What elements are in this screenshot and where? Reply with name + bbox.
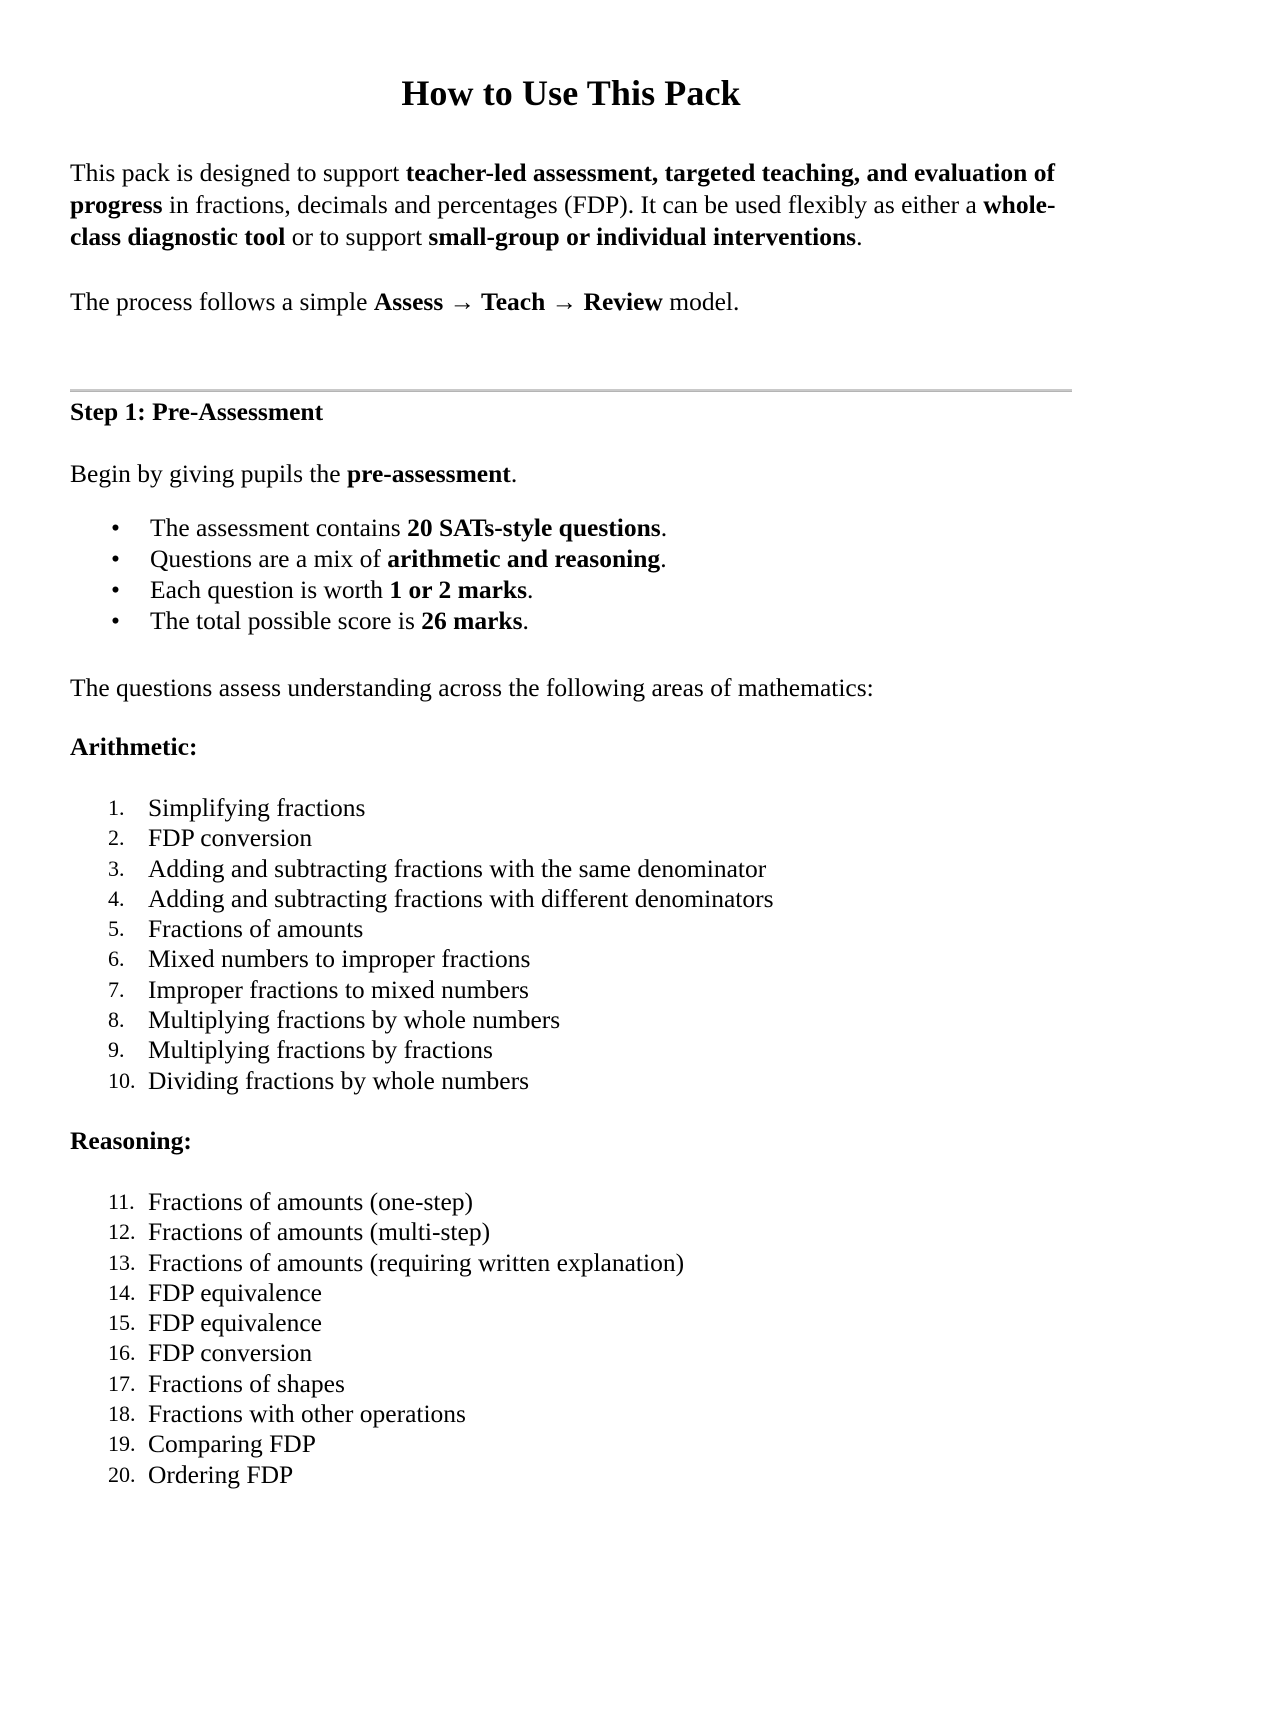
intro-paragraph (70, 157, 1072, 253)
list-item-label: Multiplying fractions by whole numbers (148, 1005, 561, 1035)
list-item-label: Simplifying fractions (148, 793, 366, 822)
list-item-number: 18. (108, 1401, 136, 1427)
bullet-icon: • (111, 544, 120, 573)
bullet-icon: • (111, 513, 120, 542)
begin-suffix: . (510, 459, 518, 488)
list-item (70, 543, 1072, 574)
bullet-suffix: . (660, 513, 668, 542)
bullet-icon: • (111, 575, 120, 604)
bullet-suffix: . (527, 575, 534, 604)
list-item-label: Improper fractions to mixed numbers (148, 974, 529, 1004)
list-item-label: Multiplying fractions by fractions (148, 1035, 493, 1065)
bullet-prefix: Questions are a mix of (150, 544, 388, 573)
list-item-number: 1. (108, 795, 125, 820)
list-item-number: 4. (108, 885, 125, 911)
list-item (70, 944, 1072, 974)
bullet-prefix: The total possible score is (150, 606, 422, 635)
list-item (70, 1338, 1072, 1368)
list-item (70, 914, 1072, 944)
list-item-label: Adding and subtracting fractions with different denominators (148, 883, 774, 913)
list-item (70, 975, 1072, 1005)
list-item-number: 7. (108, 976, 125, 1002)
list-item (70, 1187, 1072, 1217)
list-item-label: Comparing FDP (148, 1429, 316, 1459)
bullet-bold: 1 or 2 marks (389, 575, 528, 604)
bullet-prefix: Each question is worth (150, 575, 390, 604)
bullet-bold: 20 SATs-style questions (407, 513, 661, 542)
list-item-label: Fractions with other operations (148, 1399, 466, 1429)
list-item-label: Ordering FDP (148, 1459, 294, 1489)
list-item-label: FDP conversion (148, 823, 313, 853)
list-item-label: Mixed numbers to improper fractions (148, 944, 531, 974)
list-item (70, 605, 1072, 636)
list-item (70, 1248, 1072, 1278)
list-item (70, 1369, 1072, 1399)
list-item-label: FDP equivalence (148, 1277, 322, 1307)
step1-heading: Step 1: Pre-Assessment (70, 397, 324, 426)
bullet-bold: arithmetic and reasoning (387, 544, 661, 573)
intro-bold-3: small-group or individual interventions (428, 221, 857, 251)
list-item (70, 512, 1072, 543)
model-paragraph (70, 286, 1072, 318)
model-arrow-2: → (551, 286, 578, 316)
list-item-label: FDP equivalence (148, 1308, 322, 1338)
intro-bold-2: whole-class diagnostic tool (70, 190, 1056, 251)
model-step-assess: Assess (373, 286, 444, 316)
list-item (70, 1035, 1072, 1065)
list-item-number: 3. (108, 855, 125, 881)
list-item-number: 9. (108, 1037, 125, 1063)
bullet-bold: 26 marks (421, 606, 523, 635)
list-item-number: 15. (108, 1310, 136, 1336)
list-item-label: Dividing fractions by whole numbers (148, 1065, 530, 1095)
model-arrow-1: → (449, 286, 476, 316)
list-item-number: 12. (108, 1219, 136, 1245)
list-item-number: 16. (108, 1340, 136, 1366)
list-item-label: Fractions of amounts (one-step) (148, 1187, 474, 1216)
list-item (70, 1308, 1072, 1338)
list-item-label: Fractions of amounts (multi-step) (148, 1217, 491, 1247)
begin-prefix: Begin by giving pupils the (70, 459, 347, 488)
list-item (70, 884, 1072, 914)
bullet-suffix: . (660, 544, 667, 573)
assessment-bullet-list (70, 512, 1072, 636)
list-item-number: 17. (108, 1370, 136, 1396)
list-item-label: Adding and subtracting fractions with the same denominator (148, 853, 767, 883)
assessment-areas-line: The questions assess understanding across the following areas of mathematics: (70, 673, 874, 702)
list-item-number: 2. (108, 825, 125, 851)
model-suffix: model. (662, 286, 740, 316)
list-item (70, 1217, 1072, 1247)
list-item (70, 793, 1072, 823)
list-item (70, 823, 1072, 853)
intro-text-2: in fractions, decimals and percentages (FDP). It can be used flexibly as either a (162, 190, 984, 220)
list-item (70, 1460, 1072, 1490)
list-item (70, 574, 1072, 605)
begin-bold: pre-assessment (346, 459, 511, 488)
section-divider (70, 389, 1072, 392)
bullet-prefix: The assessment contains (150, 513, 408, 542)
list-item-label: FDP conversion (148, 1338, 313, 1368)
list-item-label: Fractions of amounts (requiring written explanation) (148, 1247, 685, 1277)
reasoning-heading: Reasoning: (70, 1126, 192, 1155)
arithmetic-heading: Arithmetic: (70, 732, 198, 761)
list-item-number: 19. (108, 1431, 136, 1457)
intro-bold-1: teacher-led assessment, targeted teaching, and evaluation of progress (70, 158, 1055, 220)
list-item-number: 11. (108, 1189, 135, 1214)
model-step-teach: Teach (481, 286, 546, 316)
list-item (70, 1066, 1072, 1096)
begin-line (70, 458, 517, 490)
model-prefix: The process follows a simple (70, 286, 374, 316)
list-item-number: 20. (108, 1461, 136, 1487)
list-item (70, 1429, 1072, 1459)
list-item-number: 6. (108, 946, 125, 972)
list-item (70, 1278, 1072, 1308)
intro-text-4: . (856, 221, 863, 251)
list-item-number: 10. (108, 1067, 136, 1093)
list-item (70, 854, 1072, 884)
document-body (70, 0, 1072, 318)
list-item (70, 1399, 1072, 1429)
list-item (70, 1005, 1072, 1035)
page-title: How to Use This Pack (401, 73, 741, 113)
list-item-number: 8. (108, 1007, 125, 1033)
list-item-label: Fractions of amounts (148, 914, 364, 944)
list-item-label: Fractions of shapes (148, 1368, 345, 1398)
model-step-review: Review (583, 286, 663, 316)
list-item-number: 14. (108, 1279, 136, 1305)
reasoning-list (70, 1187, 1072, 1490)
arithmetic-list (70, 793, 1072, 1096)
list-item-number: 13. (108, 1249, 136, 1275)
intro-text-3: or to support (285, 221, 429, 251)
bullet-icon: • (111, 606, 120, 635)
bullet-suffix: . (522, 606, 529, 635)
list-item-number: 5. (108, 916, 125, 942)
intro-text-1: This pack is designed to support (70, 158, 406, 188)
